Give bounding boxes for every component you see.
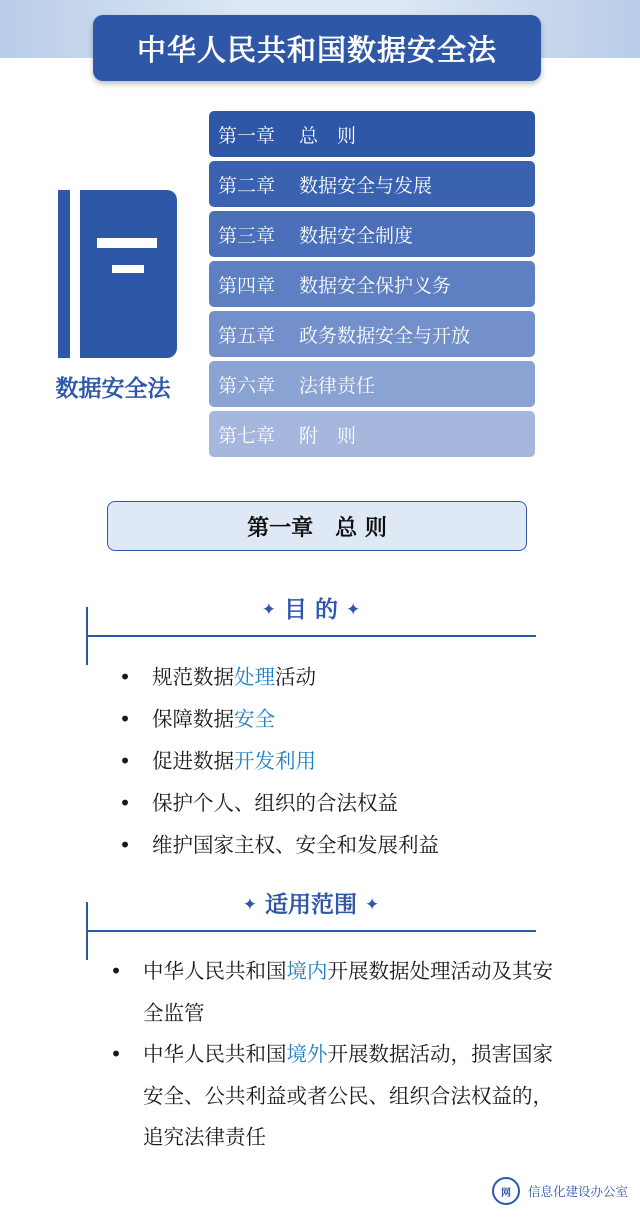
heading-horizontal-rule xyxy=(86,930,536,932)
book-line xyxy=(112,265,144,273)
book-line xyxy=(97,238,157,248)
list-item xyxy=(110,951,555,1034)
bullet-icon: • xyxy=(119,749,132,773)
item-text: 促进数据 xyxy=(152,749,234,773)
item-text: 规范数据 xyxy=(152,665,234,689)
item-text: 开展数据处理活动及其安全监管 xyxy=(143,959,553,1025)
purpose-heading-text xyxy=(86,591,536,624)
list-item xyxy=(119,789,572,831)
bullet-icon: • xyxy=(110,1042,123,1066)
bullet-icon: • xyxy=(119,665,132,689)
chapter-number: 第一章 xyxy=(218,124,276,147)
org-seal-icon: 网 xyxy=(492,1177,520,1205)
section-title: 第一章 总 则 xyxy=(247,515,387,541)
purpose-list xyxy=(119,663,572,873)
star-icon: ✦ xyxy=(261,600,276,620)
star-icon: ✦ xyxy=(242,895,257,915)
footer-logo xyxy=(492,1175,632,1207)
chapter-name: 法律责任 xyxy=(299,374,376,397)
chapter-name: 数据安全制度 xyxy=(299,224,414,247)
scope-heading-label: 适用范围 xyxy=(265,892,357,918)
item-highlight: 开发利用 xyxy=(234,749,316,773)
chapter-item[interactable] xyxy=(209,211,535,257)
item-highlight: 境外 xyxy=(286,1042,328,1066)
chapter-number: 第二章 xyxy=(218,174,276,197)
item-highlight: 境内 xyxy=(286,959,328,983)
bullet-icon: • xyxy=(119,791,132,815)
chapter-item[interactable] xyxy=(209,361,535,407)
chapter-list xyxy=(209,111,535,461)
chapter-number: 第五章 xyxy=(218,324,276,347)
item-text: 中华人民共和国 xyxy=(143,959,287,983)
scope-heading-text xyxy=(86,886,536,919)
item-text: 中华人民共和国 xyxy=(143,1042,287,1066)
chapter-item[interactable] xyxy=(209,411,535,457)
book-cover xyxy=(80,190,177,358)
chapter-name: 数据安全保护义务 xyxy=(299,274,452,297)
item-text: 保障数据 xyxy=(152,707,234,731)
star-icon: ✦ xyxy=(346,600,361,620)
book-label: 数据安全法 xyxy=(55,376,171,402)
heading-horizontal-rule xyxy=(86,635,536,637)
chapter-number: 第七章 xyxy=(218,424,276,447)
item-text: 保护个人、组织的合法权益 xyxy=(152,791,398,815)
chapter-number: 第三章 xyxy=(218,224,276,247)
star-icon: ✦ xyxy=(365,895,380,915)
chapter-name: 附 则 xyxy=(299,424,357,447)
chapter-name: 政务数据安全与开放 xyxy=(299,324,471,347)
chapter-item[interactable] xyxy=(209,161,535,207)
item-highlight: 安全 xyxy=(234,707,275,731)
chapter-item[interactable] xyxy=(209,311,535,357)
list-item xyxy=(119,831,572,873)
item-text: 维护国家主权、安全和发展利益 xyxy=(152,833,439,857)
title-banner xyxy=(93,15,541,81)
purpose-heading-label: 目 的 xyxy=(283,597,338,623)
list-item xyxy=(119,663,572,705)
footer-org-name: 信息化建设办公室 xyxy=(528,1184,629,1199)
chapter-number: 第四章 xyxy=(218,274,276,297)
chapter-number: 第六章 xyxy=(218,374,276,397)
chapter-name: 数据安全与发展 xyxy=(299,174,433,197)
page-title: 中华人民共和国数据安全法 xyxy=(136,32,497,67)
list-item xyxy=(119,705,572,747)
book-spine xyxy=(58,190,70,358)
item-text: 活动 xyxy=(275,665,316,689)
bullet-icon: • xyxy=(119,833,132,857)
section-title-box xyxy=(107,501,527,551)
purpose-heading xyxy=(86,597,536,665)
list-item xyxy=(110,1034,555,1159)
list-item xyxy=(119,747,572,789)
chapter-name: 总 则 xyxy=(299,124,357,147)
bullet-icon: • xyxy=(119,707,132,731)
item-highlight: 处理 xyxy=(234,665,275,689)
chapter-item[interactable] xyxy=(209,261,535,307)
item-text: 开展数据活动，损害国家安全、公共利益或者公民、组织合法权益的，追究法律责任 xyxy=(143,1042,553,1149)
bullet-icon: • xyxy=(110,959,123,983)
scope-list xyxy=(110,951,555,1159)
chapter-item[interactable] xyxy=(209,111,535,157)
